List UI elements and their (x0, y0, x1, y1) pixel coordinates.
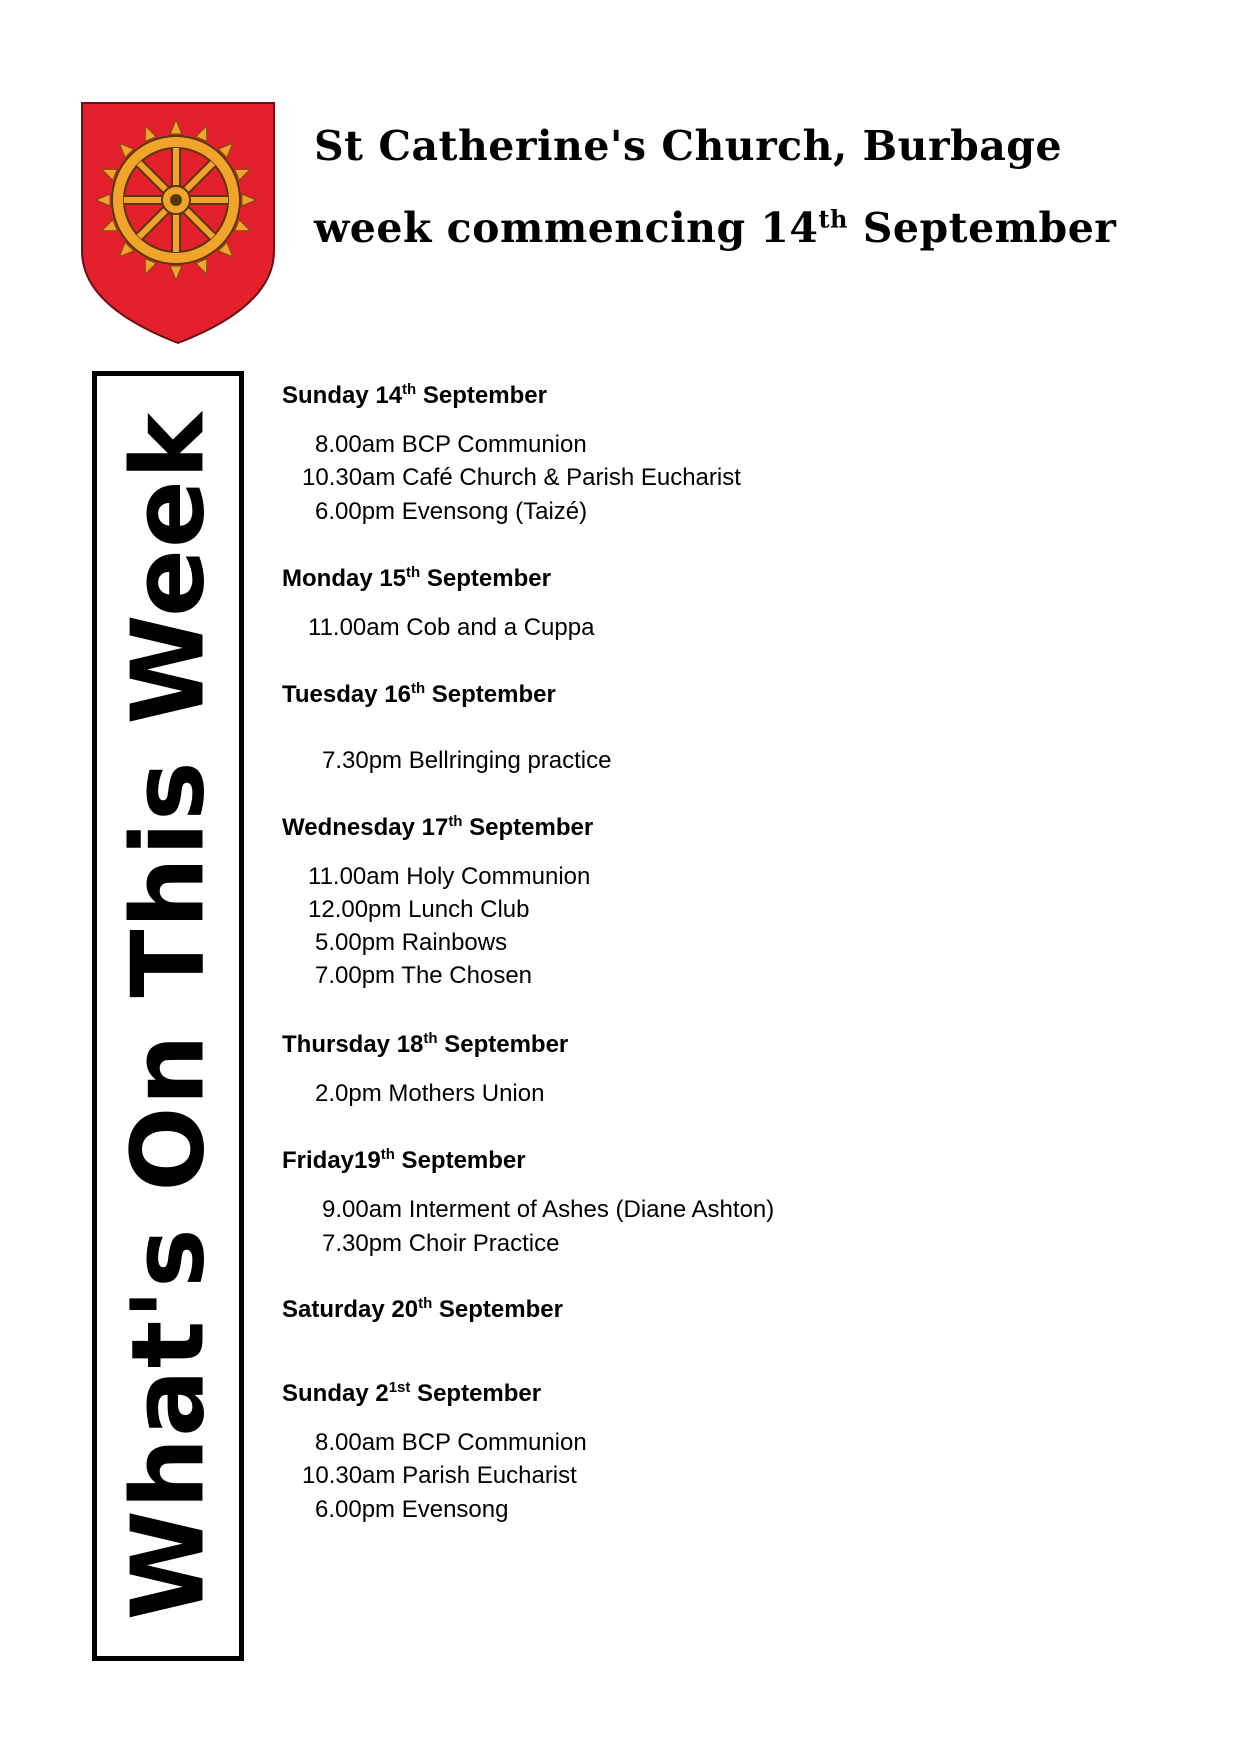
event-item: 7.30pm Bellringing practice (322, 747, 612, 774)
event-item: 8.00am BCP Communion (315, 431, 587, 458)
event-item: 6.00pm Evensong (315, 1496, 509, 1523)
event-item: 11.00am Holy Communion (308, 863, 591, 890)
event-item: 8.00am BCP Communion (315, 1429, 587, 1456)
event-item: 10.30am Café Church & Parish Eucharist (302, 464, 741, 491)
event-item: 11.00am Cob and a Cuppa (308, 614, 595, 641)
day-heading-thursday-18: Thursday 18th September (282, 1030, 569, 1058)
day-heading-monday-15: Monday 15th September (282, 564, 551, 592)
day-heading-wednesday-17: Wednesday 17th September (282, 813, 594, 841)
day-heading-tuesday-16: Tuesday 16th September (282, 680, 556, 708)
event-item: 12.00pm Lunch Club (308, 896, 530, 923)
event-item: 7.30pm Choir Practice (322, 1230, 560, 1257)
event-item: 7.00pm The Chosen (315, 962, 533, 989)
church-title: St Catherine's Church, Burbage (314, 122, 1063, 170)
event-item: 6.00pm Evensong (Taizé) (315, 498, 588, 525)
event-item: 9.00am Interment of Ashes (Diane Ashton) (322, 1196, 775, 1223)
catherine-wheel-shield-icon (80, 101, 276, 345)
whats-on-sidebar (92, 371, 244, 1661)
day-heading-saturday-20: Saturday 20th September (282, 1295, 563, 1323)
day-heading-sunday-21: Sunday $2^{1st}$ September (282, 1379, 542, 1407)
event-item: 10.30am Parish Eucharist (302, 1462, 577, 1489)
event-item: 5.00pm Rainbows (315, 929, 508, 956)
day-heading-sunday-14: Sunday 14th September (282, 381, 547, 409)
weekly-schedule (282, 0, 1182, 1754)
day-heading-friday-19: Friday19th September (282, 1146, 526, 1174)
event-item: 2.0pm Mothers Union (315, 1080, 545, 1107)
whats-on-label: What's On This Week (109, 411, 227, 1621)
week-commencing-heading: week commencing 14th September (314, 204, 1117, 252)
